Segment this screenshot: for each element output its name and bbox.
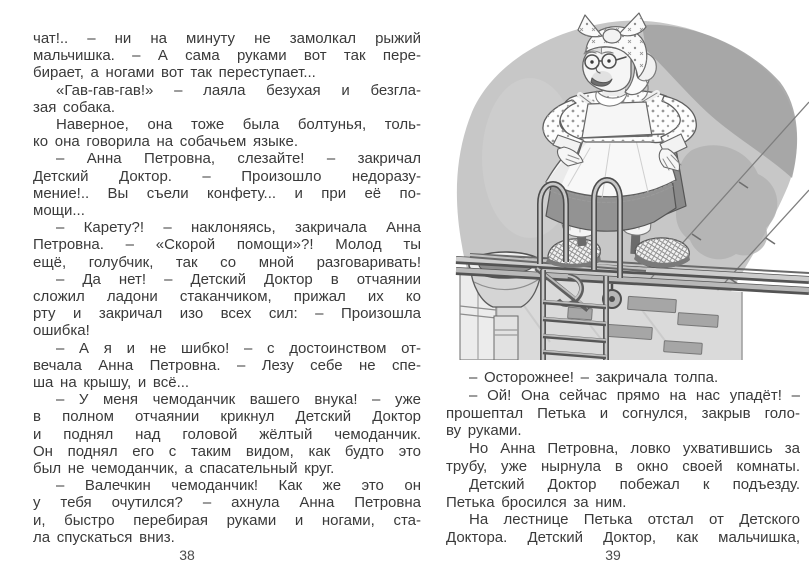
text-line: Но Анна Петровна, ловко ухватившись за: [469, 440, 800, 458]
text-line: в полном отчаянии крикнул Детский Доктор: [33, 408, 421, 426]
text-line: рту и закричал изо всех сил: – Произошла: [33, 305, 421, 323]
text-line: и, быстро перебирая руками и ногами, ста-: [33, 511, 421, 529]
text-line: Детский Доктор побежал к подъезду.: [469, 475, 800, 493]
text-line: был не чемоданчик, а спасательный круг.: [33, 460, 335, 478]
text-line: мальчишка. – А сама руками вот так пере-: [33, 47, 421, 65]
text-line: Наверное, она тоже была болтунья, толь-: [56, 116, 421, 134]
text-line: вечала Анна Петровна. – Лезу себе не спе-: [33, 356, 421, 374]
text-line: ко она говорила на собачьем языке.: [33, 133, 299, 151]
text-line: – Да нет! – Детский Доктор в отчаянии: [56, 270, 421, 288]
text-line: – Анна Петровна, слезайте! – закричал: [56, 150, 421, 168]
text-line: ша на крышу, и всё...: [33, 374, 190, 392]
text-line: трубу, уже нырнула в окно своей комнаты.: [446, 457, 800, 475]
text-line: Петровна. – «Скорой помощи»?! Молод ты: [33, 236, 421, 254]
text-line: – Осторожнее! – закричала толпа.: [469, 369, 719, 386]
right-page-text: [446, 369, 800, 547]
left-page-text: [33, 30, 421, 546]
text-line: – А я и не шибко! – с достоинством от-: [56, 339, 421, 357]
left-page-number: 38: [179, 547, 195, 563]
text-line: – Карету?! – наклоняясь, закричала Анна: [56, 219, 421, 237]
apron-bib: [582, 102, 652, 138]
right-page-number: 39: [605, 547, 621, 563]
text-line: бирает, а ногами вот так переступает...: [33, 64, 316, 82]
text-line: мение!.. Вы съели конфету... и при её по-: [33, 184, 421, 202]
text-line: На лестнице Петька отстал от Детского: [469, 511, 800, 529]
text-line: ву руками.: [446, 422, 522, 440]
text-line: и поднял над головой жёлтый чемоданчик.: [33, 425, 421, 443]
text-line: прошептал Петька и согнулся, закрыв голо-: [446, 404, 800, 422]
illustration-anna-petrovna-on-roof: [440, 8, 809, 360]
text-line: Он поднял его с таким видом, как будто это: [33, 442, 421, 460]
text-line: – У меня чемоданчик вашего внука! – уже: [56, 391, 421, 409]
text-line: Доктора. Детский Доктор, как мальчишка,: [446, 529, 800, 547]
text-line: «Гав-гав-гав!» – лаяла безухая и безгла-: [56, 81, 421, 99]
scarf-knot: [603, 29, 621, 43]
text-line: – Валечкин чемоданчик! Как же это он: [56, 477, 421, 495]
text-line: Петька бросился за ним.: [446, 493, 627, 511]
text-line: зая собака.: [33, 98, 116, 116]
text-line: сложил ладони стаканчиком, прижал их ко: [33, 288, 421, 306]
text-line: – Ой! Она сейчас прямо на нас упадёт! –: [469, 386, 800, 404]
text-line: у тебя очутился? – ахнула Анна Петровна: [33, 494, 421, 512]
text-line: чат!.. – ни на минуту не замолкал рыжий: [33, 30, 421, 47]
text-line: мощи...: [33, 202, 85, 220]
text-line: ещё, голубчик, так со мной разговаривать!: [33, 253, 421, 271]
text-line: ла спускаться вниз.: [33, 528, 175, 546]
text-line: ошибка!: [33, 322, 90, 340]
text-line: Детский Доктор. – Произошло недоразу-: [33, 167, 421, 185]
